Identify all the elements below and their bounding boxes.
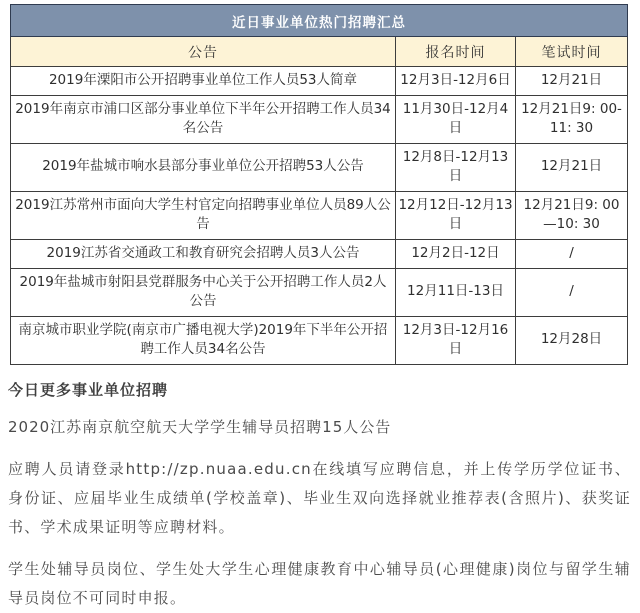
column-header-exam-time: 笔试时间 [516, 37, 628, 67]
table-row [11, 191, 628, 239]
signup-time-cell: 11月30日-12月4日 [396, 95, 516, 143]
application-instructions-paragraph: 应聘人员请登录http://zp.nuaa.edu.cn在线填写应聘信息，并上传学历学位证书、身份证、应届毕业生成绩单(学校盖章)、毕业生双向选择就业推荐表(含照片)、获奖证书、学术成果证明等应聘材料。 [8, 459, 631, 536]
exam-time-cell: / [516, 239, 628, 268]
table-row [11, 239, 628, 268]
article-page [0, 4, 640, 607]
signup-time-cell: 12月3日-12月6日 [396, 67, 516, 96]
table-row [11, 268, 628, 316]
exam-time-cell: 12月21日 [516, 143, 628, 191]
signup-time-cell: 12月2日-12日 [396, 239, 516, 268]
signup-time-cell: 12月8日-12月13日 [396, 143, 516, 191]
table-row [11, 316, 628, 364]
table-row [11, 143, 628, 191]
exam-time-cell: 12月21日 [516, 67, 628, 96]
table-title-row [11, 5, 628, 37]
column-header-signup-time: 报名时间 [396, 37, 516, 67]
signup-time-cell: 12月3日-12月16日 [396, 316, 516, 364]
exam-time-cell: 12月21日9: 00—10: 30 [516, 191, 628, 239]
more-section-heading: 今日更多事业单位招聘 [8, 380, 169, 399]
recruitment-summary-table [10, 4, 628, 365]
announcement-cell: 2019年盐城市射阳县党群服务中心关于公开招聘工作人员2人公告 [11, 268, 396, 316]
table-title: 近日事业单位热门招聘汇总 [11, 5, 628, 37]
more-recruitment-section [8, 379, 631, 613]
signup-time-cell: 12月12日-12月13日 [396, 191, 516, 239]
signup-time-cell: 12月11日-13日 [396, 268, 516, 316]
announcement-cell: 2019江苏常州市面向大学生村官定向招聘事业单位人员89人公告 [11, 191, 396, 239]
column-header-announcement: 公告 [11, 37, 396, 67]
table-row [11, 95, 628, 143]
announcement-cell: 2019江苏省交通政工和教育研究会招聘人员3人公告 [11, 239, 396, 268]
table-row [11, 67, 628, 96]
exam-time-cell: 12月21日9: 00-11: 30 [516, 95, 628, 143]
announcement-cell: 南京城市职业学院(南京市广播电视大学)2019年下半年公开招聘工作人员34名公告 [11, 316, 396, 364]
exam-time-cell: 12月28日 [516, 316, 628, 364]
exam-time-cell: / [516, 268, 628, 316]
announcement-cell: 2019年南京市浦口区部分事业单位下半年公开招聘工作人员34名公告 [11, 95, 396, 143]
announcement-cell: 2019年溧阳市公开招聘事业单位工作人员53人简章 [11, 67, 396, 96]
table-header-row [11, 37, 628, 67]
announcement-cell: 2019年盐城市响水县部分事业单位公开招聘53人公告 [11, 143, 396, 191]
nuaa-announcement-title: 2020江苏南京航空航天大学学生辅导员招聘15人公告 [8, 417, 392, 436]
position-restriction-paragraph: 学生处辅导员岗位、学生处大学生心理健康教育中心辅导员(心理健康)岗位与留学生辅导员岗位不可同时申报。 [8, 559, 631, 607]
